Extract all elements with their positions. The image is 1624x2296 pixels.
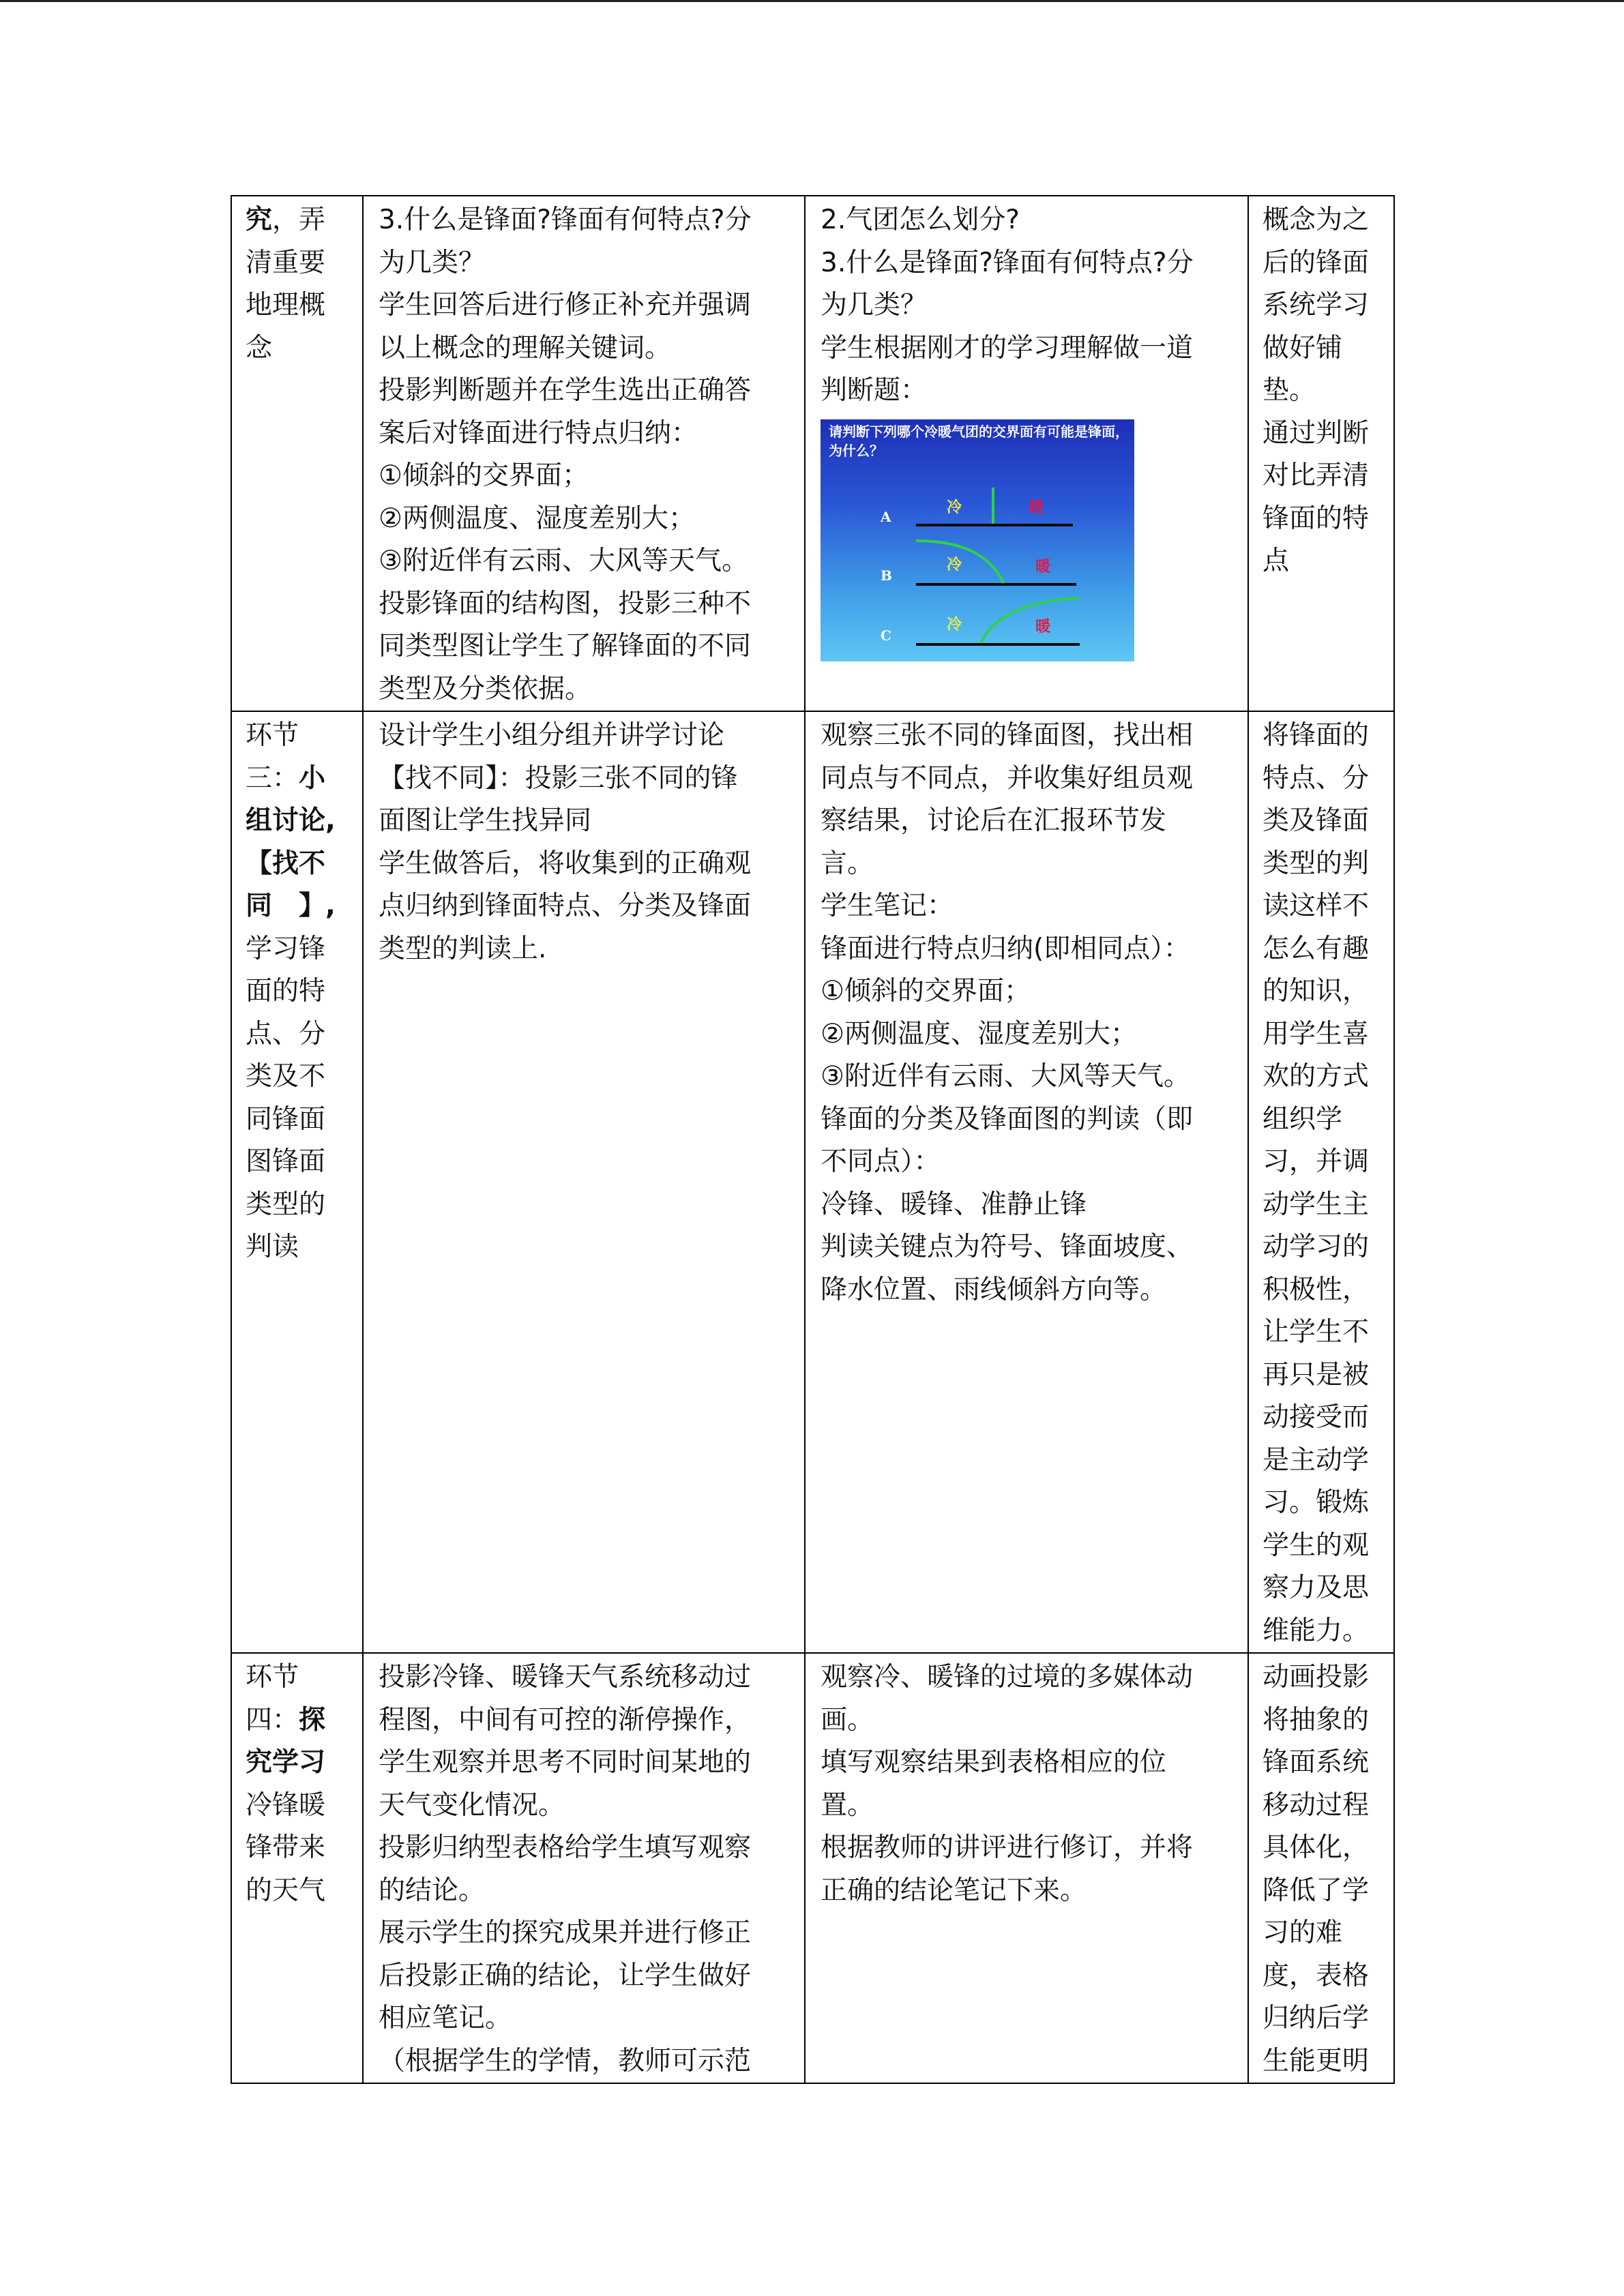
text-line: 言。 bbox=[821, 848, 874, 879]
text-line: 展示学生的探究成果并进行修正 bbox=[379, 1918, 752, 1948]
design-intent-cell bbox=[1248, 196, 1394, 711]
stage-line: 同 】, bbox=[246, 891, 336, 921]
student-activity-cell bbox=[805, 711, 1248, 1653]
text-line: 度，表格 bbox=[1263, 1960, 1370, 1991]
design-intent-cell bbox=[1248, 1653, 1394, 2083]
warm-label-b: 暖 bbox=[1035, 558, 1051, 576]
text-line: 锋面的特 bbox=[1263, 503, 1370, 534]
text-line: 降水位置、雨线倾斜方向等。 bbox=[821, 1274, 1167, 1305]
text-line: 降低了学 bbox=[1263, 1875, 1370, 1906]
text-line: ②两侧温度、湿度差别大； bbox=[379, 503, 695, 534]
text-line: 根据教师的讲评进行修订，并将 bbox=[821, 1832, 1194, 1863]
text-line: 投影判断题并在学生选出正确答 bbox=[379, 375, 752, 406]
text-line: 动画投影 bbox=[1263, 1662, 1370, 1693]
stage-line: 究，弄 bbox=[246, 205, 326, 235]
text-line: 面图让学生找异同 bbox=[379, 805, 592, 836]
text-line: 怎么有趣 bbox=[1263, 933, 1370, 964]
stage-line: 【找不 bbox=[246, 848, 326, 879]
text-line: 后投影正确的结论，让学生做好 bbox=[379, 1960, 752, 1991]
text-line: 学生的观 bbox=[1263, 1530, 1370, 1561]
text-line: 让学生不 bbox=[1263, 1317, 1370, 1347]
stage-line: 类型的 bbox=[246, 1189, 326, 1220]
text-line: 欢的方式 bbox=[1263, 1061, 1370, 1092]
text-line: 为几类？ bbox=[379, 247, 486, 278]
stage-line: 组讨论, bbox=[246, 805, 336, 836]
text-line: 正确的结论笔记下来。 bbox=[821, 1875, 1087, 1906]
front-quiz-slide-image bbox=[821, 419, 1134, 661]
text-line: 系统学习 bbox=[1263, 290, 1370, 320]
stage-line: 的天气 bbox=[246, 1875, 326, 1906]
text-line: 动接受而 bbox=[1263, 1402, 1370, 1433]
stage-line: 清重要 bbox=[246, 247, 326, 278]
boundary-curve-c bbox=[981, 598, 1080, 643]
text-line: ③附近伴有云雨、大风等天气。 bbox=[821, 1061, 1190, 1092]
student-activity-cell bbox=[805, 1653, 1248, 2083]
text-line: 对比弄清 bbox=[1263, 460, 1370, 491]
cold-label-c: 冷 bbox=[947, 616, 962, 633]
text-line: 将锋面的 bbox=[1263, 720, 1370, 751]
text-line: 组织学 bbox=[1263, 1103, 1343, 1135]
option-label-b: B bbox=[881, 567, 892, 584]
text-line: 类型的判读上. bbox=[379, 933, 547, 964]
text-line: 类型及分类依据。 bbox=[379, 673, 592, 704]
cold-label-b: 冷 bbox=[947, 556, 962, 573]
text-line: 不同点）： bbox=[821, 1146, 941, 1177]
text-line: ①倾斜的交界面； bbox=[821, 976, 1031, 1007]
text-line: 学生根据刚才的学习理解做一道 bbox=[821, 332, 1194, 363]
text-line: 做好铺 bbox=[1263, 332, 1343, 363]
text-line: 读这样不 bbox=[1263, 891, 1370, 921]
text-line: 习，并调 bbox=[1263, 1146, 1370, 1177]
text-line: ③附近伴有云雨、大风等天气。 bbox=[379, 546, 748, 576]
text-line: 置。 bbox=[821, 1789, 874, 1821]
stage-line: 冷锋暖 bbox=[246, 1789, 326, 1821]
stage-line: 点、分 bbox=[246, 1018, 326, 1049]
design-intent-cell bbox=[1248, 711, 1394, 1653]
text-line: 类及锋面 bbox=[1263, 805, 1370, 836]
text-line: 同点与不同点，并收集好组员观 bbox=[821, 762, 1194, 794]
stage-line: 图锋面 bbox=[246, 1146, 326, 1177]
page-top-border bbox=[0, 0, 1624, 2]
text-line: 同类型图让学生了解锋面的不同 bbox=[379, 631, 752, 661]
text-line: 习。锻炼 bbox=[1263, 1487, 1370, 1518]
text-line: 移动过程 bbox=[1263, 1789, 1370, 1821]
text-line: 的知识， bbox=[1263, 976, 1370, 1007]
text-line: 归纳后学 bbox=[1263, 2003, 1370, 2033]
text-line: 习的难 bbox=[1263, 1918, 1343, 1948]
stage-line: 地理概 bbox=[246, 290, 326, 320]
text-line: 维能力。 bbox=[1263, 1615, 1370, 1646]
text-line: 动学生主 bbox=[1263, 1189, 1370, 1220]
stage-line: 同锋面 bbox=[246, 1103, 326, 1135]
text-line: 积极性， bbox=[1263, 1274, 1370, 1305]
text-line: 投影锋面的结构图，投影三种不 bbox=[379, 588, 752, 619]
text-line: 后的锋面 bbox=[1263, 247, 1370, 278]
text-line: 投影归纳型表格给学生填写观察 bbox=[379, 1832, 752, 1863]
text-line: 察结果，讨论后在汇报环节发 bbox=[821, 805, 1167, 836]
text-line: 察力及思 bbox=[1263, 1572, 1370, 1603]
text-line: 为几类？ bbox=[821, 290, 928, 320]
text-line: 学生笔记： bbox=[821, 891, 954, 921]
stage-line: 环节 bbox=[246, 1662, 299, 1693]
text-line: 将抽象的 bbox=[1263, 1704, 1370, 1735]
text-line: 冷锋、暖锋、准静止锋 bbox=[821, 1189, 1087, 1220]
text-line: 【找不同】：投影三张不同的锋 bbox=[379, 762, 738, 794]
stage-cell bbox=[231, 711, 363, 1653]
stage-line: 学习锋 bbox=[246, 933, 326, 964]
text-line: 画。 bbox=[821, 1704, 874, 1735]
stage-line: 面的特 bbox=[246, 976, 326, 1007]
table-row bbox=[231, 711, 1394, 1653]
warm-label-a: 暖 bbox=[1029, 498, 1044, 516]
text-line: 程图，中间有可控的渐停操作， bbox=[379, 1704, 752, 1735]
stage-line: 环节 bbox=[246, 720, 299, 751]
teacher-activity-cell bbox=[363, 711, 805, 1653]
warm-label-c: 暖 bbox=[1035, 618, 1051, 636]
stage-line: 锋带来 bbox=[246, 1832, 326, 1863]
text-line: 再只是被 bbox=[1263, 1359, 1370, 1390]
teacher-activity-cell bbox=[363, 1653, 805, 2083]
text-line: 通过判断 bbox=[1263, 417, 1370, 449]
table-row bbox=[231, 1653, 1394, 2083]
text-line: 以上概念的理解关键词。 bbox=[379, 332, 672, 363]
text-line: 类型的判 bbox=[1263, 848, 1370, 879]
stage-cell bbox=[231, 1653, 363, 2083]
text-line: 填写观察结果到表格相应的位 bbox=[821, 1747, 1167, 1778]
stage-line: 究学习 bbox=[246, 1747, 326, 1778]
text-line: 垫。 bbox=[1263, 375, 1316, 406]
text-line: 特点、分 bbox=[1263, 762, 1370, 794]
text-line: 判断题： bbox=[821, 375, 928, 406]
cold-label-a: 冷 bbox=[947, 498, 962, 516]
text-line: 学生回答后进行修正补充并强调 bbox=[379, 290, 752, 320]
text-line: 锋面进行特点归纳(即相同点）： bbox=[821, 933, 1190, 964]
stage-line: 三：小 bbox=[246, 762, 326, 794]
text-line: 点 bbox=[1263, 546, 1290, 576]
option-label-a: A bbox=[881, 508, 891, 525]
text-line: 观察三张不同的锋面图，找出相 bbox=[821, 720, 1194, 751]
text-line: 2.气团怎么划分? bbox=[821, 205, 1020, 235]
stage-line: 念 bbox=[246, 332, 273, 363]
text-line: 点归纳到锋面特点、分类及锋面 bbox=[379, 891, 752, 921]
text-line: ①倾斜的交界面； bbox=[379, 460, 589, 491]
text-line: 锋面的分类及锋面图的判读（即 bbox=[821, 1103, 1194, 1135]
table-row bbox=[231, 196, 1394, 711]
text-line: 是主动学 bbox=[1263, 1444, 1370, 1476]
text-line: 3.什么是锋面?锋面有何特点?分 bbox=[821, 247, 1194, 278]
text-line: 案后对锋面进行特点归纳： bbox=[379, 417, 698, 449]
text-line: 设计学生小组分组并讲学讨论 bbox=[379, 720, 725, 751]
text-line: 学生观察并思考不同时间某地的 bbox=[379, 1747, 752, 1778]
text-line: 观察冷、暖锋的过境的多媒体动 bbox=[821, 1662, 1194, 1693]
stage-cell bbox=[231, 196, 363, 711]
text-line: （根据学生的学情，教师可示范 bbox=[379, 2045, 752, 2076]
text-line: 锋面系统 bbox=[1263, 1747, 1370, 1778]
text-line: 3.什么是锋面?锋面有何特点?分 bbox=[379, 205, 752, 235]
stage-line: 四：探 bbox=[246, 1704, 326, 1735]
student-activity-cell bbox=[805, 196, 1248, 711]
text-line: 判读关键点为符号、锋面坡度、 bbox=[821, 1232, 1194, 1262]
stage-line: 判读 bbox=[246, 1232, 299, 1262]
option-label-c: C bbox=[881, 627, 891, 644]
text-line: 相应笔记。 bbox=[379, 2003, 512, 2033]
text-line: 用学生喜 bbox=[1263, 1018, 1370, 1049]
text-line: 生能更明 bbox=[1263, 2045, 1370, 2076]
text-line: 投影冷锋、暖锋天气系统移动过 bbox=[379, 1662, 752, 1693]
lesson-plan-table bbox=[231, 195, 1395, 2084]
teacher-activity-cell bbox=[363, 196, 805, 711]
text-line: 概念为之 bbox=[1263, 205, 1370, 235]
text-line: 天气变化情况。 bbox=[379, 1789, 565, 1821]
text-line: 的结论。 bbox=[379, 1875, 486, 1906]
slide-question: 请判断下列哪个冷暖气团的交界面有可能是锋面，为什么？ bbox=[829, 423, 1129, 459]
text-line: 具体化， bbox=[1263, 1832, 1370, 1863]
text-line: ②两侧温度、湿度差别大； bbox=[821, 1018, 1137, 1049]
stage-line: 类及不 bbox=[246, 1061, 326, 1092]
text-line: 学生做答后，将收集到的正确观 bbox=[379, 848, 752, 879]
text-line: 动学习的 bbox=[1263, 1232, 1370, 1262]
